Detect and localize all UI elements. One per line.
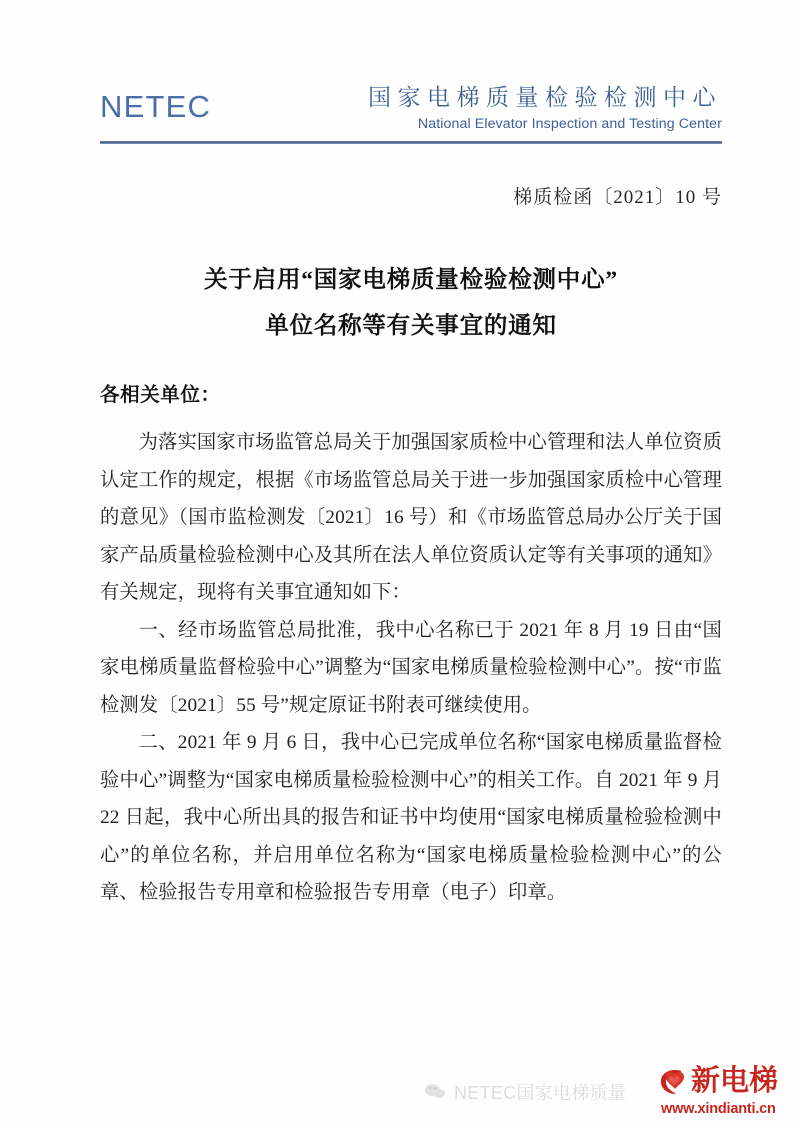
netec-logo-text: NETEC [100,89,212,124]
document-title [100,258,722,350]
document-number: 梯质检函〔2021〕10 号 [513,187,722,208]
body-paragraph-intro: 为落实国家市场监管总局关于加强国家质检中心管理和法人单位资质认定工作的规定，根据《市场监管总局关于进一步加强国家质检中心管理的意见》（国市监检测发〔2021〕16 号）和《市场监管总局办公厅关于国家产品质量检验检测中心及其所在法人单位资质认定等有关事项的通知》有关规定，现将有关事宜通知如下： [100,432,722,603]
org-name-english: National Elevator Inspection and Testing Center [417,115,722,132]
xindianti-e-heart-icon [655,1065,689,1099]
wechat-watermark [425,1079,626,1105]
letterhead-org-block [368,83,722,136]
body-paragraph-item-1: 一、经市场监管总局批准，我中心名称已于 2021 年 8 月 19 日由“国家电梯质量监督检验中心”调整为“国家电梯质量检验检测中心”。按“市监检测发〔2021〕55 号”规定原证书附表可继续使用。 [100,619,722,716]
salutation: 各相关单位： [100,385,221,406]
document-title-line-1: 关于启用“国家电梯质量检验检测中心” [204,267,618,293]
brand-name-chinese: 新电梯 [691,1065,779,1097]
org-name-chinese: 国家电梯质量检验检测中心 [368,85,722,111]
letterhead-divider-rule [100,141,722,144]
wechat-icon [425,1083,447,1101]
letterhead [100,74,722,146]
xindianti-brand-logo [655,1063,800,1123]
brand-website-url: www.xindianti.cn [661,1101,776,1117]
body-paragraph-item-2: 二、2021 年 9 月 6 日，我中心已完成单位名称“国家电梯质量监督检验中心”调整为“国家电梯质量检验检测中心”的相关工作。自 2021 年 9 月 22 日起，我中心所出具的报告和证书中均使用“国家电梯质量检验检测中心”的单位名称，并启用单位名称为“国家电梯质量检验检测中心”的公章、检验报告专用章和检验报告专用章（电子）印章。 [100,732,722,903]
document-title-line-2: 单位名称等有关事宜的通知 [265,312,557,339]
document-body [100,424,722,912]
wechat-watermark-label: NETEC国家电梯质量 [454,1083,627,1103]
